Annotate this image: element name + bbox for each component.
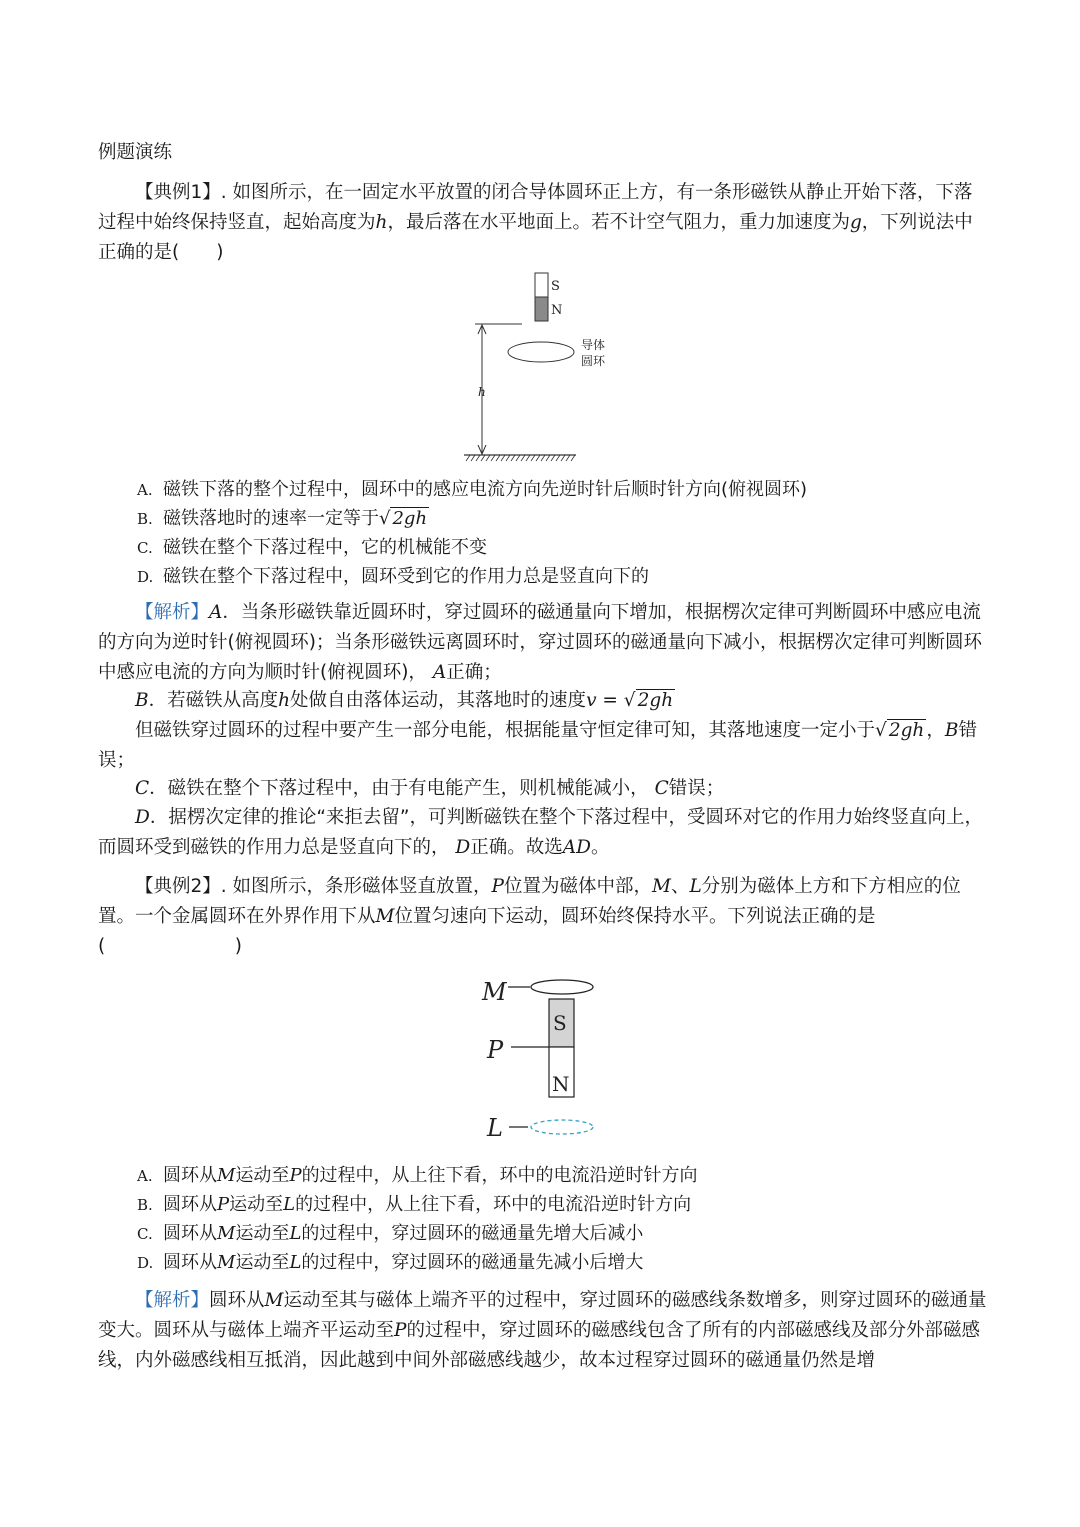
ex1-option-c: C. 磁铁在整个下落过程中，它的机械能不变 bbox=[137, 537, 487, 558]
ex2-option-b: B. 圆环从P运动至L的过程中，从上往下看，环中的电流沿逆时针方向 bbox=[137, 1194, 692, 1215]
conductor-ring bbox=[508, 342, 574, 362]
fig1-h-label: h bbox=[478, 385, 486, 399]
fig1-s-label: S bbox=[551, 279, 560, 294]
ex1-analysis-b2: 但磁铁穿过圆环的过程中要产生一部分电能，根据能量守恒定律可知，其落地速度一定小于√ 2gh ，B错误； bbox=[98, 720, 977, 771]
analysis-tag: 【解析】 bbox=[135, 602, 210, 623]
ground-hatching bbox=[466, 455, 575, 461]
ex1-analysis-d: D．据楞次定律的推论“来拒去留”，可判断磁铁在整个下落过程中，受圆环对它的作用力始终竖直向上，而圆环受到磁铁的作用力总是竖直向下的， D正确。故选AD。 bbox=[98, 807, 984, 858]
ex2-option-d: D. 圆环从M运动至L的过程中，穿过圆环的磁通量先减小后增大 bbox=[137, 1252, 644, 1273]
ring-label-line2: 圆环 bbox=[581, 354, 606, 368]
ring-position-at-l bbox=[531, 1120, 593, 1134]
example1-tag: 【典例1】 bbox=[135, 182, 221, 203]
ex1-option-b: B. 磁铁落地时的速率一定等于√ 2gh bbox=[137, 508, 428, 529]
magnet-n-half bbox=[535, 297, 548, 321]
example2-tag: 【典例2】 bbox=[135, 876, 221, 897]
ex2-option-a: A. 圆环从M运动至P的过程中，从上往下看，环中的电流沿逆时针方向 bbox=[137, 1165, 698, 1186]
ex1-analysis-c: C．磁铁在整个下落过程中，由于有电能产生，则机械能减小， C错误； bbox=[135, 778, 725, 799]
fig2-l-label: L bbox=[487, 1114, 503, 1142]
ex2-analysis: 【解析】圆环从M运动至其与磁体上端齐平的过程中，穿过圆环的磁感线条数增多，则穿过圆环的磁通量变大。圆环从与磁体上端齐平运动至P的过程中，穿过圆环的磁感线包含了所有的内部磁感线及部分外部磁感线，内外磁感线相互抵消，因此越到中间外部磁感线越少，故本过程穿过圆环的磁通量仍然是增 bbox=[98, 1290, 987, 1371]
example1-figure bbox=[440, 268, 640, 468]
metal-ring-at-m bbox=[531, 980, 593, 994]
fig2-n-label: N bbox=[552, 1072, 570, 1096]
example2-question: 【典例2】. 如图所示，条形磁体竖直放置，P位置为磁体中部，M、L分别为磁体上方和下方相应的位置。一个金属圆环在外界作用下从M位置匀速向下运动，圆环始终保持水平。下列说法正确的是( ) bbox=[98, 876, 961, 957]
example2-figure bbox=[470, 970, 620, 1145]
ex1-option-d: D. 磁铁在整个下落过程中，圆环受到它的作用力总是竖直向下的 bbox=[137, 566, 649, 587]
ex1-option-a: A. 磁铁下落的整个过程中，圆环中的感应电流方向先逆时针后顺时针方向(俯视圆环) bbox=[137, 479, 808, 500]
fig1-n-label: N bbox=[551, 303, 563, 318]
fig2-p-label: P bbox=[487, 1036, 504, 1064]
fig2-s-label: S bbox=[553, 1011, 567, 1035]
ex2-option-c: C. 圆环从M运动至L的过程中，穿过圆环的磁通量先增大后减小 bbox=[137, 1223, 644, 1244]
ex1-analysis-b1: B．若磁铁从高度h处做自由落体运动，其落地时的速度v = √ 2gh bbox=[135, 690, 674, 711]
fig2-m-label: M bbox=[482, 978, 507, 1006]
section-title: 例题演练 bbox=[98, 142, 173, 163]
sqrt-2gh: √ 2gh bbox=[379, 508, 428, 529]
ex1-analysis-a: 【解析】A．当条形磁铁靠近圆环时，穿过圆环的磁通量向下增加，根据楞次定律可判断圆环中感应电流的方向为逆时针(俯视圆环)；当条形磁铁远离圆环时，穿过圆环的磁通量向下减小，根据楞次定律可判断圆环中感应电流的方向为顺时针(俯视圆环)， A正确； bbox=[98, 602, 982, 683]
ring-label-line1: 导体 bbox=[581, 338, 606, 352]
magnet-s-half bbox=[535, 273, 548, 297]
example1-question: 【典例1】. 如图所示，在一固定水平放置的闭合导体圆环正上方，有一条形磁铁从静止开始下落，下落过程中始终保持竖直，起始高度为h，最后落在水平地面上。若不计空气阻力，重力加速度为g，下列说法中正确的是( ) bbox=[98, 182, 973, 263]
